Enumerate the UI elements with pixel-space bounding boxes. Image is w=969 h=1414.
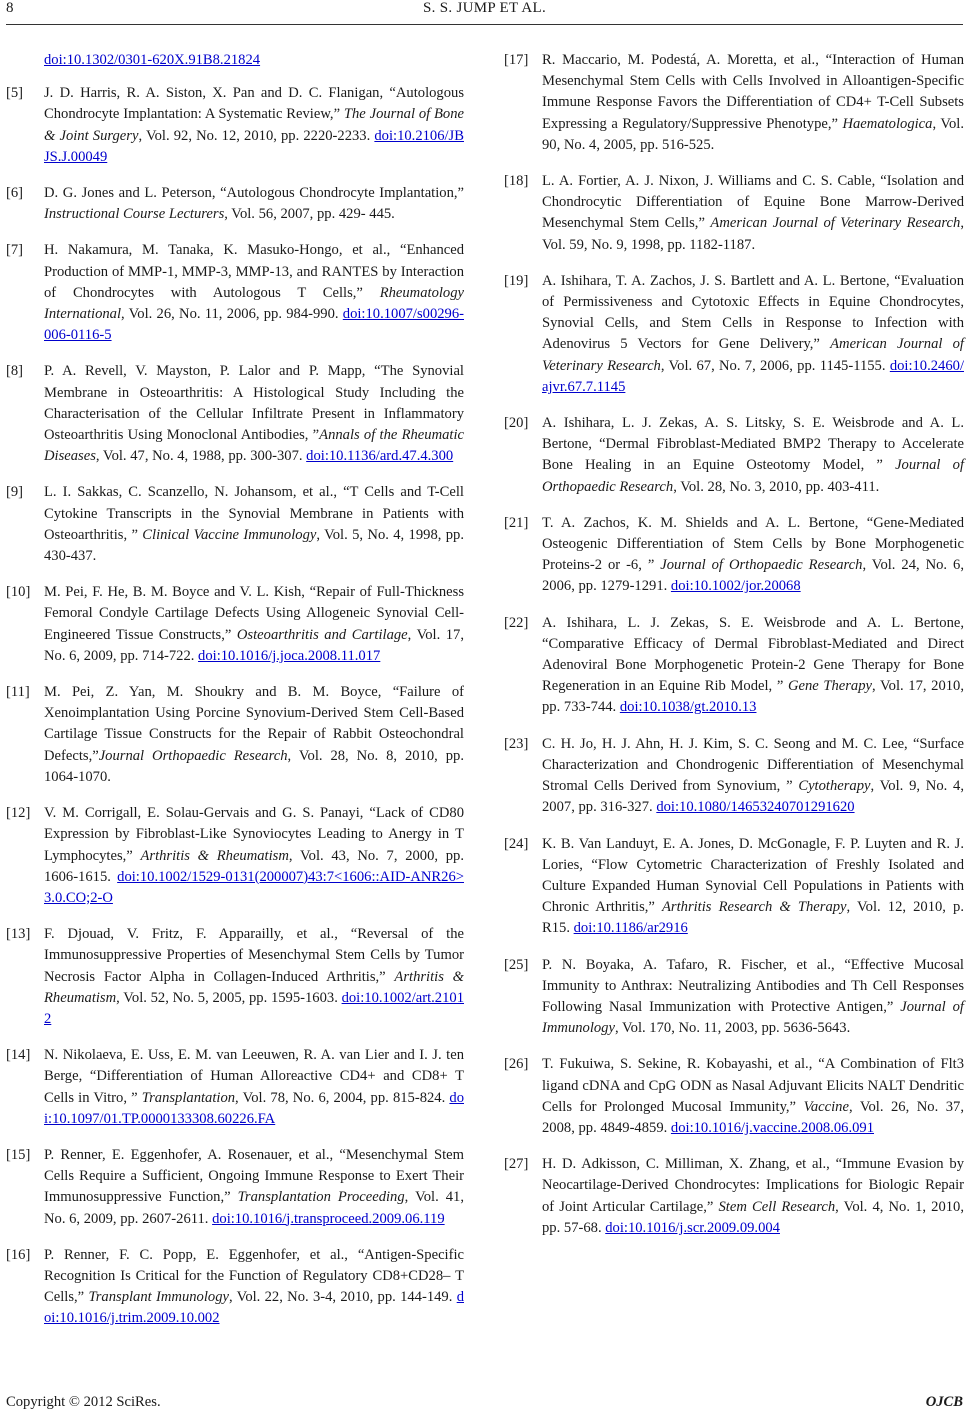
reference-journal: Arthritis & Rheumatism [140, 847, 289, 864]
reference-item [6, 240, 464, 346]
reference-authors-title: R. Maccario, M. Podestá, A. Moretta, et al., “Interaction of Human Mesenchymal Stem Cells with Cells Involved in Alloantigen-Specific Immune Response Favors the Differentiation of CD4+ T-Cell Subsets Expressing a Regulatory/Suppressive Phenotype,” [542, 52, 964, 132]
reference-authors-title: J. D. Harris, R. A. Siston, X. Pan and D. C. Flanigan, “Autologous Chondrocyte Implantation: A Systematic Review,” [44, 85, 464, 123]
reference-details: , Vol. 78, No. 6, 2004, pp. 815-824. [235, 1089, 450, 1106]
reference-details: , Vol. 24, No. 6, 2006, pp. 1279-1291. [542, 557, 964, 595]
reference-authors-title: T. A. Zachos, K. M. Shields and A. L. Bertone, “Gene-Mediated Osteogenic Differentiation of Stem Cells by Bone Morphogenetic Proteins-2 or -6, ” [542, 514, 964, 574]
reference-authors-title: A. Ishihara, T. A. Zachos, J. S. Bartlett and A. L. Bertone, “Evaluation of Permissiveness and Cytotoxic Effects in Equine Chondrocytes, Synovial Cells, and Stem Cells in Response to Infection with Adenovirus 5 Vectors for Gene Delivery,” [542, 272, 964, 353]
reference-text [44, 361, 464, 467]
reference-item [504, 1054, 964, 1139]
right-reference-list [504, 50, 964, 1239]
reference-details: , Vol. 26, No. 37, 2008, pp. 4849-4859. [542, 1098, 964, 1136]
reference-journal: Clinical Vaccine Immunology [142, 526, 317, 543]
reference-authors-title: H. Nakamura, M. Tanaka, K. Masuko-Hongo, et al., “Enhanced Production of MMP-1, MMP-3, MMP-13, and RANTES by Interaction of Chondrocytes with Autologous T Cells,” [44, 242, 464, 301]
reference-details: , Vol. 12, 2010, p. R15. [542, 899, 964, 937]
doi-link[interactable]: doi:10.1136/ard.47.4.300 [306, 448, 454, 465]
reference-number: [17] [504, 52, 529, 68]
doi-link[interactable]: doi:10.1186/ar2916 [573, 920, 688, 937]
reference-journal: Cytotherapy [798, 778, 871, 795]
reference-item [6, 1045, 464, 1130]
doi-link[interactable]: doi:10.1016/j.joca.2008.11.017 [198, 647, 381, 664]
reference-text [542, 413, 964, 498]
reference-text [542, 1154, 964, 1239]
reference-journal: Rheumatology International [44, 284, 464, 323]
reference-number: [16] [6, 1246, 31, 1263]
left-reference-list [6, 83, 464, 1329]
reference-details: , Vol. 9, No. 4, 2007, pp. 316-327. [542, 778, 964, 816]
reference-number: [12] [6, 805, 31, 822]
reference-text [44, 924, 464, 1030]
page-number: 8 [6, 0, 14, 16]
reference-authors-title: A. Ishihara, L. J. Zekas, A. S. Litsky, S. E. Weisbrode and A. L. Bertone, “Dermal Fibroblast-Mediated BMP2 Therapy to Accelerate Bone Healing in an Equine Osteotomy Model, ” [542, 415, 964, 474]
reference-journal: Osteoarthritis and Cartilage [236, 626, 408, 643]
reference-item [6, 803, 464, 909]
reference-journal: Journal of Orthopaedic Research [660, 557, 863, 574]
reference-details: , Vol. 47, No. 4, 1988, pp. 300-307. [95, 448, 307, 465]
reference-text [542, 955, 964, 1040]
reference-item [6, 682, 464, 788]
reference-text [44, 83, 464, 168]
reference-authors-title: V. M. Corrigall, E. Solau-Gervais and G. S. Panayi, “Lack of CD80 Expression by Fibroblast-Like Synoviocytes Leading to Anergy in T Lymphocytes,” [44, 805, 464, 864]
reference-authors-title: N. Nikolaeva, E. Uss, E. M. van Leeuwen, R. A. van Lier and I. J. ten Berge, “Differentiation of Human Alloreactive CD4+ and CD8+ T Cells in Vitro, ” [44, 1047, 464, 1106]
reference-details: , Vol. 5, No. 4, 1998, pp. 430-437. [44, 526, 464, 565]
reference-journal: Vaccine [803, 1098, 849, 1115]
doi-link[interactable]: doi:10.2106/JBJS.J.00049 [44, 127, 464, 165]
reference-text [44, 1145, 464, 1230]
reference-text [542, 1054, 964, 1139]
reference-number: [27] [504, 1156, 529, 1173]
left-column [6, 50, 464, 1345]
reference-authors-title: C. H. Jo, H. J. Ahn, H. J. Kim, S. C. Seong and M. C. Lee, “Surface Characterization and Chondrogenic Differentiation of Mesenchymal Stromal Cells Derived from Synovium, ” [542, 735, 964, 795]
reference-number: [22] [504, 614, 529, 631]
reference-details: , Vol. 52, No. 5, 2005, pp. 1595-1603. [116, 989, 342, 1006]
doi-link[interactable]: doi:10.1302/0301-620X.91B8.21824 [44, 52, 261, 68]
reference-number: [18] [504, 173, 529, 190]
reference-text [44, 803, 464, 909]
reference-authors-title: L. I. Sakkas, C. Scanzello, N. Johansom, et al., “T Cells and T-Cell Cytokine Transcripts in the Synovial Membrane in Patients with Osteoarthritis, ” [44, 484, 464, 543]
reference-authors-title: L. A. Fortier, A. J. Nixon, J. Williams and C. S. Cable, “Isolation and Chondrocytic Differentiation of Equine Bone Marrow-Derived Mesenchymal Stem Cells,” [542, 173, 964, 232]
doi-link[interactable]: doi:10.1080/14653240701291620 [656, 799, 855, 816]
reference-details: , Vol. 67, No. 7, 2006, pp. 1145-1155. [660, 357, 890, 374]
reference-journal: Arthritis Research & Therapy [662, 899, 847, 916]
reference-text [542, 513, 964, 598]
reference-details: , Vol. 92, No. 12, 2010, pp. 2220-2233. [138, 127, 375, 144]
reference-text [542, 271, 964, 398]
reference-number: [19] [504, 272, 529, 289]
reference-details: , Vol. 26, No. 11, 2006, pp. 984-990. [121, 306, 343, 323]
reference-number: [14] [6, 1047, 31, 1064]
reference-number: [20] [504, 415, 529, 432]
doi-link[interactable]: doi:10.1038/gt.2010.13 [619, 699, 757, 716]
reference-item [504, 50, 964, 156]
doi-link[interactable]: doi:10.1016/j.transproceed.2009.06.119 [212, 1210, 445, 1227]
reference-journal: Journal Orthopaedic Research [98, 747, 288, 764]
reference-details: , Vol. 17, No. 6, 2009, pp. 714-722. [44, 626, 464, 664]
reference-item [6, 1245, 464, 1330]
reference-journal: The Journal of Bone & Joint Surgery [44, 106, 465, 144]
reference-journal: Gene Therapy [787, 678, 872, 695]
reference-journal: Annals of the Rheumatic Diseases [44, 427, 464, 465]
reference-text [542, 613, 964, 719]
reference-details: , Vol. 43, No. 7, 2000, pp. 1606-1615. [44, 847, 464, 885]
doi-link[interactable]: doi:10.1002/jor.20068 [670, 578, 801, 595]
reference-item [504, 1154, 964, 1239]
reference-number: [23] [504, 735, 529, 752]
reference-authors-title: P. Renner, E. Eggenhofer, A. Rosenauer, et al., “Mesenchymal Stem Cells Require a Sufficient, Ongoing Immune Response to Exert Their Immunosuppressive Function,” [44, 1146, 464, 1206]
reference-number: [5] [6, 85, 24, 102]
reference-item [6, 183, 464, 225]
reference-details: , Vol. 4, No. 1, 2010, pp. 57-68. [542, 1198, 964, 1236]
reference-authors-title: D. G. Jones and L. Peterson, “Autologous Chondrocyte Implantation,” [44, 185, 464, 202]
reference-number: [11] [6, 684, 30, 701]
reference-number: [8] [6, 363, 24, 380]
reference-text [44, 240, 464, 346]
reference-authors-title: P. Renner, F. C. Popp, E. Eggenhofer, et al., “Antigen-Specific Recognition Is Critical for the Function of Regulatory CD8+CD28– T Cells,” [44, 1246, 464, 1306]
reference-journal: Journal of Immunology [542, 998, 964, 1037]
reference-details: , Vol. 59, No. 9, 1998, pp. 1182-1187. [542, 215, 964, 253]
reference-text [542, 171, 964, 256]
reference-text [542, 834, 964, 940]
reference-authors-title: M. Pei, F. He, B. M. Boyce and V. L. Kish, “Repair of Full-Thickness Femoral Condyle Cartilage Defects Using Allogeneic Synovial Cell-Engineered Tissue Constructs,” [44, 584, 464, 643]
right-column [504, 50, 964, 1254]
reference-details: , Vol. 17, 2010, pp. 733-744. [542, 678, 964, 716]
reference-authors-title: P. N. Boyaka, A. Tafaro, R. Fischer, et al., “Effective Mucosal Immunity to Anthrax: Neutralizing Antibodies and Th Cell Responses Following Nasal Immunization with Protective Antigen,” [542, 956, 964, 1015]
reference-number: [6] [6, 185, 24, 202]
reference-details: , Vol. 170, No. 11, 2003, pp. 5636-5643. [614, 1020, 851, 1037]
reference-number: [15] [6, 1146, 31, 1163]
reference-text [44, 582, 464, 667]
reference-journal: Arthritis & Rheumatism [44, 968, 464, 1006]
doi-link[interactable]: doi:10.1097/01.TP.0000133308.60226.FA [44, 1089, 464, 1127]
copyright-footer: Copyright © 2012 SciRes. [6, 1394, 161, 1410]
reference-number: [25] [504, 956, 529, 973]
continuation-doi-line [6, 50, 464, 71]
reference-details: , Vol. 28, No. 8, 2010, pp. 1064-1070. [44, 747, 464, 785]
journal-abbrev-footer: OJCB [925, 1394, 963, 1410]
reference-item [6, 1145, 464, 1230]
reference-journal: Haematologica [842, 115, 933, 132]
reference-number: [21] [504, 514, 529, 531]
reference-journal: Instructional Course Lecturers [44, 206, 225, 223]
reference-item [504, 513, 964, 598]
doi-link[interactable]: doi:10.1016/j.trim.2009.10.002 [44, 1289, 464, 1327]
doi-link[interactable]: doi:10.1002/art.21012 [44, 989, 464, 1027]
reference-journal: American Journal of Veterinary Research [710, 215, 961, 232]
reference-authors-title: M. Pei, Z. Yan, M. Shoukry and B. M. Boyce, “Failure of Xenoimplantation Using Porcine Synovium-Derived Stem Cell-Based Cartilage Tissue Constructs for the Repair of Rabbit Osteochondral Defects,” [44, 684, 464, 764]
doi-link[interactable]: doi:10.2460/ajvr.67.7.1145 [542, 357, 964, 395]
reference-authors-title: A. Ishihara, L. J. Zekas, S. E. Weisbrode and A. L. Bertone, “Comparative Efficacy of Dermal Fibroblast-Mediated and Direct Adenoviral Bone Morphogenetic Protein-2 Gene Therapy for Bone Regeneration in an Equine Rib Model, ” [542, 614, 964, 695]
reference-number: [13] [6, 926, 31, 943]
reference-item [6, 361, 464, 467]
reference-authors-title: T. Fukuiwa, S. Sekine, R. Kobayashi, et al., “A Combination of Flt3 ligand cDNA and CpG ODN as Nasal Adjuvant Elicits NALT Dendritic Cells for Prolonged Mucosal Immunity,” [542, 1056, 964, 1115]
reference-item [504, 734, 964, 819]
doi-link[interactable]: doi:10.1016/j.scr.2009.09.004 [605, 1219, 780, 1236]
reference-number: [24] [504, 835, 529, 852]
reference-text [542, 734, 964, 819]
reference-item [504, 613, 964, 719]
reference-number: [9] [6, 484, 24, 501]
reference-item [6, 924, 464, 1030]
reference-journal: Journal of Orthopaedic Research [542, 457, 964, 495]
reference-details: , Vol. 41, No. 6, 2009, pp. 2607-2611. [44, 1189, 464, 1227]
reference-details: , Vol. 56, 2007, pp. 429- 445. [224, 206, 395, 223]
reference-text [44, 482, 464, 567]
reference-item [504, 955, 964, 1040]
reference-item [504, 413, 964, 498]
reference-item [6, 482, 464, 567]
reference-item [504, 171, 964, 256]
reference-authors-title: F. Djouad, V. Fritz, F. Apparailly, et al., “Reversal of the Immunosuppressive Properties of Mesenchymal Stem Cells by Tumor Necrosis Factor Alpha in Collagen-Induced Arthritis,” [44, 926, 464, 985]
reference-text [44, 682, 464, 788]
reference-item [504, 834, 964, 940]
reference-journal: Transplantation Proceeding [237, 1189, 405, 1206]
doi-link[interactable]: doi:10.1007/s00296-006-0116-5 [44, 306, 464, 344]
reference-details: , Vol. 28, No. 3, 2010, pp. 403-411. [673, 478, 880, 495]
running-head: S. S. JUMP ET AL. [422, 0, 547, 16]
reference-authors-title: K. B. Van Landuyt, E. A. Jones, D. McGonagle, F. P. Luyten and R. J. Lories, “Flow Cytometric Characterization of Freshly Isolated and Culture Expanded Human Synovial Cell Populations in Patients with Chronic Arthritis,” [542, 835, 964, 916]
reference-journal: American Journal of Veterinary Research [542, 336, 964, 374]
header-rule [6, 24, 963, 25]
reference-authors-title: H. D. Adkisson, C. Milliman, X. Zhang, et al., “Immune Evasion by Neocartilage-Derived Chondrocytes: Implications for Biologic Repair of Joint Articular Cartilage,” [542, 1156, 964, 1215]
reference-item [504, 271, 964, 398]
reference-journal: Transplantation [141, 1089, 236, 1106]
reference-journal: Transplant Immunology [88, 1289, 229, 1306]
reference-details: , Vol. 90, No. 4, 2005, pp. 516-525. [542, 115, 964, 153]
reference-item [6, 83, 464, 168]
doi-link[interactable]: doi:10.1016/j.vaccine.2008.06.091 [670, 1119, 874, 1136]
reference-item [6, 582, 464, 667]
reference-number: [7] [6, 242, 24, 259]
reference-number: [26] [504, 1056, 529, 1073]
reference-text [44, 183, 464, 225]
reference-text [542, 50, 964, 156]
reference-authors-title: P. A. Revell, V. Mayston, P. Lalor and P. Mapp, “The Synovial Membrane in Osteoarthritis: A Histological Study Including the Characterisation of the Cellular Infiltrate Present in Inflammatory Osteoarthritis Using Monoclonal Antibodies, ” [44, 363, 464, 444]
reference-text [44, 1045, 464, 1130]
reference-journal: Stem Cell Research [718, 1198, 836, 1215]
reference-text [44, 1245, 464, 1330]
reference-details: , Vol. 22, No. 3-4, 2010, pp. 144-149. [228, 1289, 457, 1306]
reference-number: [10] [6, 584, 31, 601]
doi-link[interactable]: doi:10.1002/1529-0131(200007)43:7<1606::AID-ANR26>3.0.CO;2-O [44, 868, 464, 906]
